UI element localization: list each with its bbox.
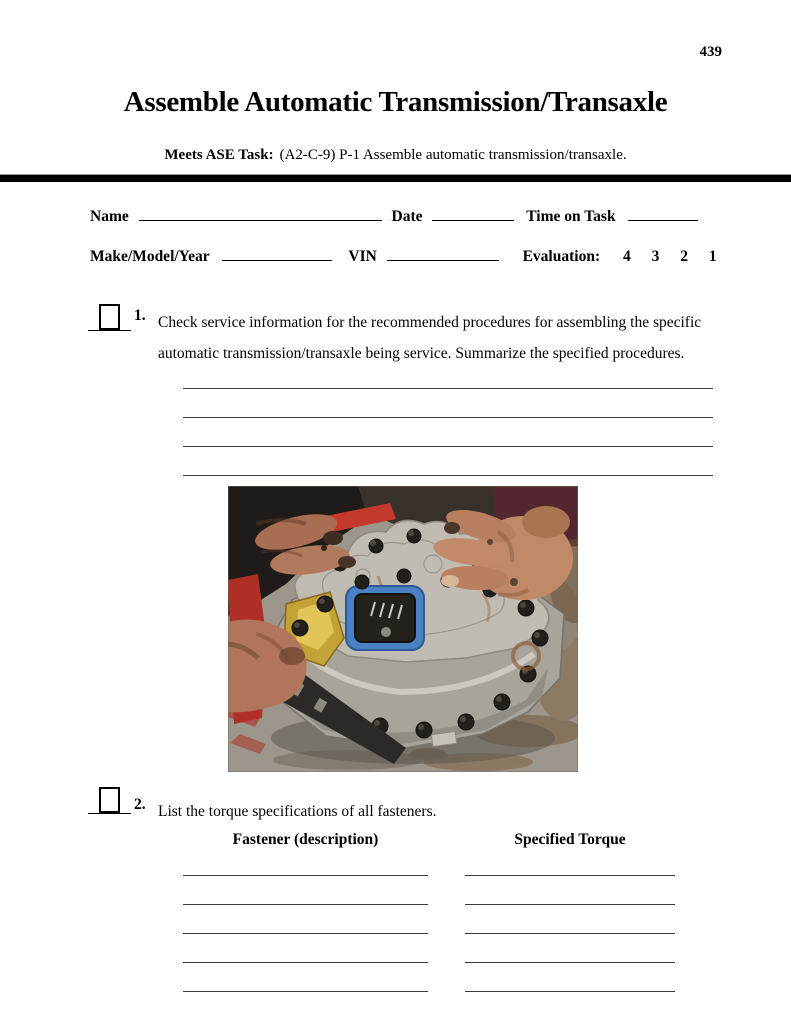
column-header-fastener: Fastener (description) — [232, 831, 379, 848]
task1-answer-lines — [183, 360, 713, 476]
task1-checkbox — [99, 304, 120, 330]
fastener-line — [183, 905, 428, 934]
task-photo — [228, 486, 578, 772]
torque-line — [465, 963, 675, 992]
torque-line — [465, 876, 675, 905]
torque-line — [465, 905, 675, 934]
vin-blank — [387, 246, 499, 261]
torque-line — [465, 934, 675, 963]
ase-task-line — [0, 147, 791, 164]
torque-lines-column — [465, 847, 675, 992]
date-blank — [432, 206, 514, 221]
vin-label: VIN — [348, 248, 377, 265]
task2-checkbox — [99, 787, 120, 813]
date-label: Date — [391, 208, 423, 225]
ase-task-text: (A2-C-9) P-1 Assemble automatic transmission/transaxle. — [279, 147, 627, 163]
evaluation-value-3: 3 — [651, 248, 660, 265]
fastener-line — [183, 963, 428, 992]
answer-line — [183, 389, 713, 418]
evaluation-value-4: 4 — [622, 248, 631, 265]
time-on-task-blank — [628, 206, 698, 221]
answer-line — [183, 418, 713, 447]
make-model-year-label: Make/Model/Year — [90, 248, 210, 265]
fastener-line — [183, 876, 428, 905]
task1-checkbox-underline — [88, 330, 131, 331]
column-header-torque: Specified Torque — [514, 831, 626, 848]
torque-line — [465, 847, 675, 876]
info-row-2 — [90, 246, 717, 266]
fastener-lines-column — [183, 847, 428, 992]
name-blank — [139, 206, 382, 221]
page-title: Assemble Automatic Transmission/Transaxle — [123, 86, 668, 118]
time-on-task-label: Time on Task — [526, 208, 616, 225]
evaluation-label: Evaluation: — [522, 248, 601, 265]
task1-text: Check service information for the recommended procedures for assembling the specific automatic transmission/transaxle being service. Summarize the specified procedures. — [158, 314, 702, 362]
make-model-year-blank — [222, 246, 332, 261]
task2-number: 2. — [134, 796, 146, 813]
info-row-1 — [90, 206, 698, 226]
ase-task-label: Meets ASE Task: — [164, 147, 274, 163]
page-number: 439 — [699, 44, 722, 60]
answer-line — [183, 447, 713, 476]
fastener-line — [183, 847, 428, 876]
valve-body-photo-illustration — [228, 486, 578, 772]
answer-line — [183, 360, 713, 389]
fastener-line — [183, 934, 428, 963]
task2-text: List the torque specifications of all fasteners. — [158, 803, 437, 820]
task2-checkbox-underline — [88, 813, 131, 814]
header-divider-rule — [0, 174, 791, 182]
task1-number: 1. — [134, 307, 146, 324]
evaluation-value-2: 2 — [680, 248, 688, 265]
name-label: Name — [90, 208, 129, 225]
evaluation-value-1: 1 — [708, 248, 717, 265]
